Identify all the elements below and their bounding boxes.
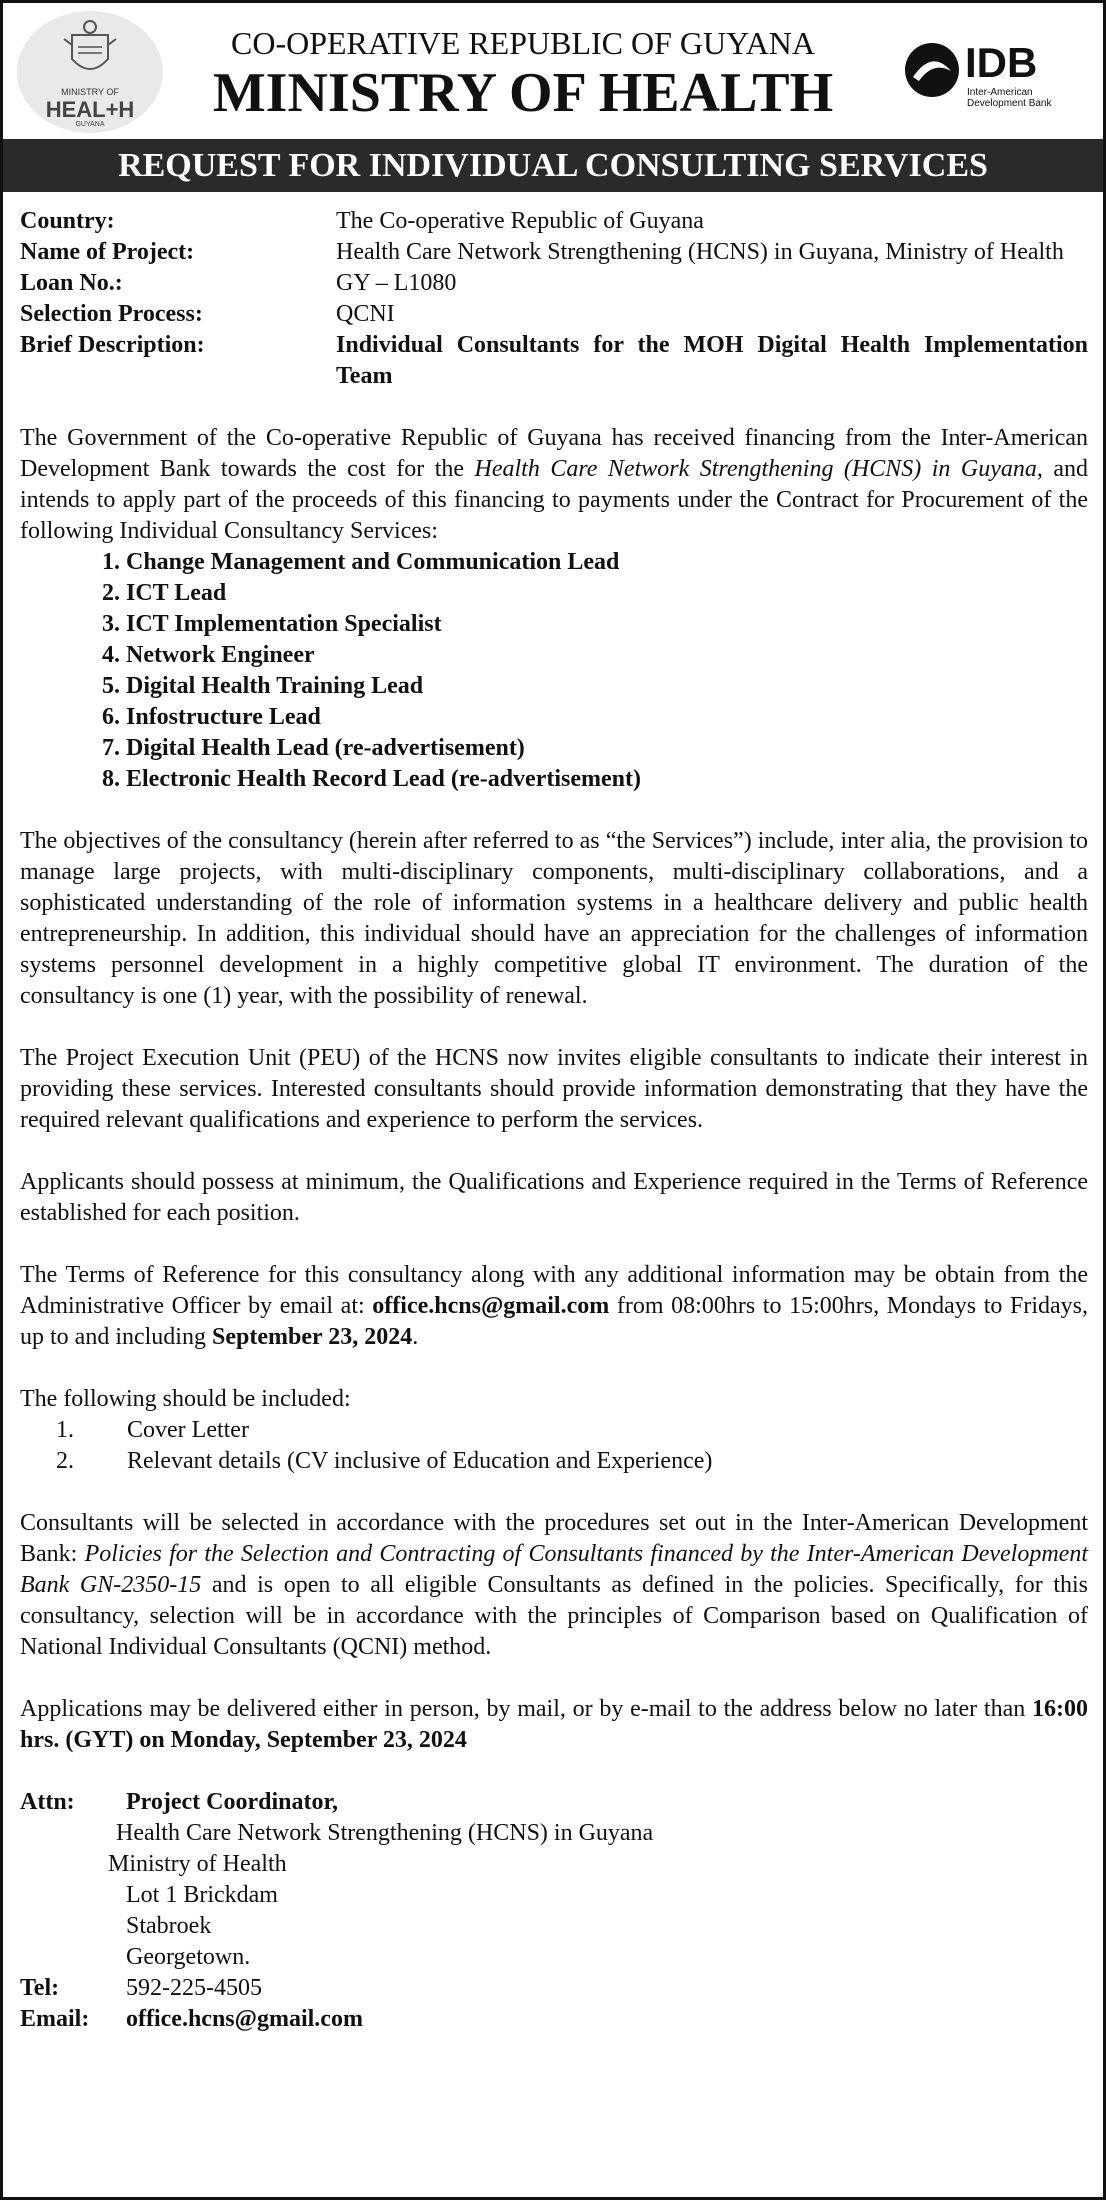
address-line: Georgetown. bbox=[126, 1944, 251, 1970]
tel-label: Tel: bbox=[20, 1975, 60, 2001]
service-item: 1. Change Management and Communication Lead bbox=[102, 549, 620, 575]
service-item: 8. Electronic Health Record Lead (re-advertisement) bbox=[102, 766, 641, 792]
included-item bbox=[20, 1415, 1088, 1446]
brief-row bbox=[20, 330, 1088, 392]
idb-wordmark: IDB bbox=[965, 39, 1038, 86]
tor-text-2: from 08:00hrs to 15:00hrs, Mondays to Fridays, up to and including bbox=[20, 1293, 1088, 1350]
ministry-heading: MINISTRY OF HEALTH bbox=[212, 62, 834, 124]
ministry-of-health-logo bbox=[17, 11, 163, 133]
included-item-text: Cover Letter bbox=[127, 1417, 249, 1443]
intro-text-2: , and intends to apply part of the proceeds of this financing to payments under the Contract for Procurement of the following Individual Consultancy Services: bbox=[20, 456, 1088, 544]
loan-value: GY – L1080 bbox=[336, 270, 457, 296]
header bbox=[3, 3, 1103, 139]
intro-project-name: Health Care Network Strengthening (HCNS) in Guyana bbox=[474, 456, 1037, 482]
attn-title: Project Coordinator, bbox=[126, 1789, 338, 1815]
email-label: Email: bbox=[20, 2006, 90, 2032]
selection-value: QCNI bbox=[336, 301, 395, 327]
country-row bbox=[20, 206, 1088, 237]
peu-paragraph: The Project Execution Unit (PEU) of the HCNS now invites eligible consultants to indicate their interest in providing these services. Interested consultants should provide information demonstrating that they have the required relevant qualifications and experience to perform the services. bbox=[20, 1045, 1088, 1133]
idb-subtitle-line2: Development Bank bbox=[967, 98, 1052, 109]
service-item: 5. Digital Health Training Lead bbox=[102, 673, 424, 699]
intro-text-1: The Government of the Co-operative Republic of Guyana has received financing from the Inter-American Development Bank towards the cost for the bbox=[20, 425, 1088, 482]
selection-paragraph bbox=[20, 1508, 1088, 1663]
idb-emblem-icon bbox=[903, 41, 961, 99]
selection-policy: Policies for the Selection and Contracting of Consultants financed by the Inter-American Development Bank GN-2350-15 bbox=[20, 1541, 1088, 1598]
idb-subtitle bbox=[967, 87, 1077, 109]
included-intro: The following should be included: bbox=[20, 1386, 351, 1412]
included-item-number: 2. bbox=[56, 1448, 74, 1474]
email-row bbox=[20, 2004, 1088, 2035]
address-line: Health Care Network Strengthening (HCNS) in Guyana bbox=[116, 1820, 654, 1846]
address-line: Stabroek bbox=[126, 1913, 212, 1939]
country-heading: CO-OPERATIVE REPUBLIC OF GUYANA bbox=[230, 25, 816, 61]
services-list bbox=[20, 547, 1088, 795]
tel-row bbox=[20, 1973, 1088, 2004]
selection-text-2: and is open to all eligible Consultants as defined in the policies. Specifically, for this consultancy, selection will be in accordance with the principles of Comparison based on Qualification of National Individual Consultants (QCNI) method. bbox=[20, 1572, 1088, 1660]
objectives-paragraph: The objectives of the consultancy (herein after referred to as “the Services”) include, inter alia, the provision to manage large projects, with multi-disciplinary components, multi-disciplinary collaborations, and a sophisticated understanding of the role of information systems in a healthcare delivery and public health entrepreneurship. In addition, this individual should have an appreciation for the challenges of information systems personnel development in a highly competitive global IT environment. The duration of the consultancy is one (1) year, with the possibility of renewal. bbox=[20, 828, 1088, 1009]
selection-row bbox=[20, 299, 1088, 330]
service-item: 3. ICT Implementation Specialist bbox=[102, 611, 442, 637]
selection-text-1: Consultants will be selected in accordance with the procedures set out in the Inter-American Development Bank: bbox=[20, 1510, 1088, 1567]
project-row bbox=[20, 237, 1088, 268]
delivery-text: Applications may be delivered either in person, by mail, or by e-mail to the address below no later than bbox=[20, 1696, 1032, 1722]
tor-paragraph bbox=[20, 1260, 1088, 1353]
applicants-paragraph: Applicants should possess at minimum, the Qualifications and Experience required in the Terms of Reference established for each position. bbox=[20, 1169, 1088, 1226]
attn-label: Attn: bbox=[20, 1789, 75, 1815]
tor-text-1: The Terms of Reference for this consultancy along with any additional information may be obtain from the Administrative Officer by email at: bbox=[20, 1262, 1088, 1319]
loan-row bbox=[20, 268, 1088, 299]
address-line: Lot 1 Brickdam bbox=[126, 1882, 278, 1908]
idb-subtitle-line1: Inter-American bbox=[967, 87, 1033, 98]
service-item: 7. Digital Health Lead (re-advertisement) bbox=[102, 735, 525, 761]
content bbox=[20, 206, 1088, 2035]
project-label: Name of Project: bbox=[20, 239, 195, 265]
tor-text-3: . bbox=[412, 1324, 419, 1350]
attn-row bbox=[20, 1787, 1088, 1818]
service-item: 4. Network Engineer bbox=[102, 642, 315, 668]
service-item: 2. ICT Lead bbox=[102, 580, 227, 606]
logo-text-health: HEAL+H bbox=[45, 97, 135, 122]
intro-paragraph bbox=[20, 423, 1088, 547]
tor-email: office.hcns@gmail.com bbox=[372, 1293, 610, 1319]
country-label: Country: bbox=[20, 208, 115, 234]
selection-label: Selection Process: bbox=[20, 301, 203, 327]
delivery-deadline: 16:00 hrs. (GYT) on Monday, September 23, 2024 bbox=[20, 1696, 1088, 1753]
included-item-number: 1. bbox=[56, 1417, 74, 1443]
country-value: The Co-operative Republic of Guyana bbox=[336, 208, 704, 234]
address-line: Ministry of Health bbox=[108, 1851, 287, 1877]
service-item: 6. Infostructure Lead bbox=[102, 704, 321, 730]
logo-text-ministry-of: MINISTRY OF bbox=[61, 87, 119, 97]
logo-text-guyana: GUYANA bbox=[75, 121, 105, 128]
title-banner: REQUEST FOR INDIVIDUAL CONSULTING SERVICES bbox=[3, 139, 1103, 192]
tor-date: September 23, 2024 bbox=[211, 1324, 413, 1350]
coat-of-arms-icon bbox=[60, 17, 120, 87]
included-item bbox=[20, 1446, 1088, 1477]
brief-value: Individual Consultants for the MOH Digital Health Implementation Team bbox=[336, 332, 1088, 389]
idb-logo bbox=[903, 39, 1093, 119]
tel-value: 592-225-4505 bbox=[126, 1975, 262, 2001]
included-item-text: Relevant details (CV inclusive of Education and Experience) bbox=[127, 1448, 713, 1474]
project-value: Health Care Network Strengthening (HCNS) in Guyana, Ministry of Health bbox=[336, 239, 1064, 265]
email-link[interactable]: office.hcns@gmail.com bbox=[126, 2006, 363, 2032]
loan-label: Loan No.: bbox=[20, 270, 123, 296]
delivery-paragraph bbox=[20, 1694, 1088, 1756]
brief-label: Brief Description: bbox=[20, 332, 205, 358]
